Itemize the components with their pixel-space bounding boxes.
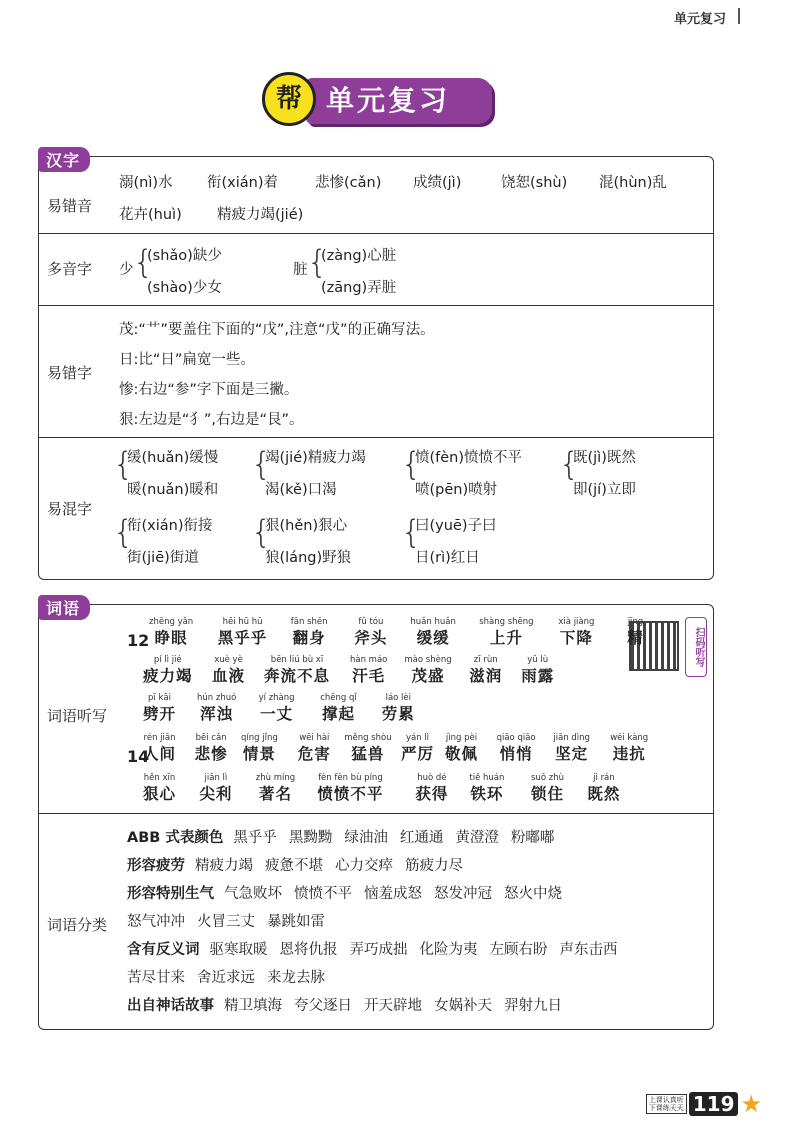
hanzi-word: 危害 [297, 745, 331, 763]
category-line [127, 994, 574, 1015]
category-word: 怒发冲冠 [434, 886, 492, 902]
vocab-word [587, 773, 620, 804]
pinyin: zhù míng [255, 773, 296, 783]
tingxie-label: 词语听写 [47, 707, 108, 725]
header-divider [738, 8, 740, 24]
vocab-word [627, 617, 644, 648]
hanzi-tab: 汉字 [38, 147, 90, 172]
hanzi-word: 睁眼 [154, 629, 188, 647]
pinyin: huǎn huǎn [410, 617, 456, 627]
hanzi-word: 血液 [212, 667, 246, 685]
vocab-word [212, 655, 245, 686]
hanzi-word: 一丈 [260, 705, 294, 723]
category-line [127, 854, 475, 875]
yihun-brace: { [251, 513, 272, 551]
hanzi-word: 悄悄 [499, 745, 533, 763]
vocab-word [521, 655, 554, 686]
hanzi-word: 精 [627, 629, 644, 647]
category-word: 苦尽甘来 [127, 970, 185, 986]
scan-dictation-label[interactable]: 扫码听写 [685, 617, 707, 677]
pinyin: pí lì jié [153, 655, 182, 665]
hanzi-word: 铁环 [470, 785, 504, 803]
shao-brace: { [133, 243, 154, 281]
yihun-item: 狠(hěn)狠心 [265, 518, 348, 534]
hanzi-word: 撑起 [321, 705, 355, 723]
hanzi-word: 疲力竭 [143, 667, 193, 685]
vocab-word [382, 693, 415, 724]
vocab-word [291, 617, 328, 648]
vocab-word [479, 617, 533, 648]
category-line [127, 966, 337, 987]
category-heading: 出自神话故事 [127, 998, 214, 1014]
hanzi-word: 茂盛 [411, 667, 445, 685]
category-word: 开天辟地 [364, 998, 422, 1014]
pinyin: qíng jǐng [241, 733, 278, 743]
yicuoyin-item: 溺(nì)水 [119, 175, 173, 191]
vocab-word [320, 693, 357, 724]
category-word: 恩将仇报 [279, 942, 338, 958]
yicuoyin-label: 易错音 [47, 197, 93, 215]
pinyin: měng shòu [344, 733, 392, 743]
zang-char: 脏 [293, 262, 308, 278]
yihun-label: 易混字 [47, 500, 93, 518]
pinyin: jìng pèi [445, 733, 478, 743]
vocab-word [149, 617, 193, 648]
vocab-word [241, 733, 278, 764]
vocab-word [256, 773, 295, 804]
category-heading: 形容疲劳 [127, 858, 185, 874]
pinyin: hàn máo [350, 655, 388, 665]
vocab-word [410, 617, 455, 648]
pinyin: bēn liú bù xī [270, 655, 324, 665]
category-word: 羿射九日 [504, 998, 562, 1014]
lesson-number: 12 [127, 631, 150, 650]
yihun-brace: { [401, 513, 422, 551]
pinyin: bēi cǎn [195, 733, 227, 743]
vocab-word [531, 773, 564, 804]
yihun-brace: { [113, 445, 134, 483]
pinyin: hěn xīn [143, 773, 176, 783]
category-word: 恼羞成怒 [364, 886, 422, 902]
yihun-item: 街(jiē)街道 [127, 550, 199, 566]
pinyin: yí zhàng [258, 693, 295, 703]
vocab-word [404, 655, 451, 686]
category-word: 绿油油 [344, 830, 388, 846]
vocab-word [143, 655, 193, 686]
yihun-brace: { [113, 513, 134, 551]
vocab-word [558, 617, 594, 648]
category-line [127, 826, 566, 847]
yicuozi-row [39, 305, 713, 438]
pinyin: rén jiān [143, 733, 176, 743]
yihun-item: 日(rì)红日 [415, 550, 480, 566]
yicuozi-line: 惨:右边“参”字下面是三撇。 [119, 382, 299, 398]
vocab-word [354, 617, 387, 648]
yicuoyin-row [39, 157, 713, 233]
pinyin: fǔ tóu [358, 617, 384, 627]
pinyin: tiě huán [469, 773, 505, 783]
pinyin: shàng shēng [479, 617, 534, 627]
pinyin: zī rùn [473, 655, 498, 665]
vocab-word [197, 693, 236, 724]
fenlei-label: 词语分类 [47, 916, 108, 934]
category-word: 女娲补天 [434, 998, 492, 1014]
category-word: 红通通 [399, 830, 444, 846]
vocab-word [497, 733, 536, 764]
hanzi-word: 人间 [143, 745, 177, 763]
page-number: 119 [689, 1092, 739, 1116]
category-word: 暴跳如雷 [267, 914, 325, 930]
category-word: 黑乎乎 [233, 830, 277, 846]
yihun-item: 狼(láng)野狼 [265, 550, 352, 566]
unit-review-banner [258, 70, 498, 128]
hanzi-word: 汗毛 [352, 667, 386, 685]
footer-note [646, 1094, 687, 1114]
category-word: 声东击西 [559, 942, 618, 958]
duoyin-label: 多音字 [47, 260, 93, 278]
hanzi-word: 既然 [587, 785, 621, 803]
page-header-title: 单元复习 [673, 12, 726, 27]
yihun-item: 愤(fèn)愤愤不平 [415, 450, 523, 466]
pinyin: láo lèi [385, 693, 412, 703]
pinyin: mào shèng [404, 655, 452, 665]
category-line [127, 882, 574, 903]
yihun-row [39, 437, 713, 580]
hanzi-word: 猛兽 [351, 745, 385, 763]
yicuoyin-item: 花卉(huì) [119, 207, 182, 223]
duoyin-row [39, 233, 713, 306]
vocab-word [259, 693, 295, 724]
category-word: 心力交瘁 [335, 858, 393, 874]
hanzi-section [38, 151, 714, 580]
pinyin: fèn fèn bù píng [318, 773, 383, 783]
hanzi-word: 劳累 [381, 705, 415, 723]
hanzi-word: 违抗 [612, 745, 646, 763]
pinyin: xuè yè [214, 655, 243, 665]
vocab-word [298, 733, 331, 764]
hanzi-word: 缓缓 [416, 629, 450, 647]
vocab-word [264, 655, 330, 686]
category-heading: 形容特别生气 [127, 886, 214, 902]
yicuoyin-item: 混(hùn)乱 [599, 175, 667, 191]
yicuozi-line: 狠:左边是“犭”,右边是“艮”。 [119, 412, 304, 428]
vocab-word [218, 617, 268, 648]
hanzi-word: 滋润 [469, 667, 503, 685]
zang-brace: { [307, 243, 328, 281]
category-word: 精疲力竭 [195, 858, 253, 874]
pinyin: fān shēn [290, 617, 328, 627]
pinyin: chēng qǐ [320, 693, 357, 703]
category-heading: 含有反义词 [127, 942, 200, 958]
hanzi-word: 著名 [258, 785, 292, 803]
category-word: 来龙去脉 [267, 970, 325, 986]
hanzi-word: 黑乎乎 [217, 629, 268, 647]
lesson-number: 14 [127, 747, 150, 766]
vocab-word [469, 773, 504, 804]
category-line [127, 938, 630, 959]
yihun-brace: { [559, 445, 580, 483]
category-heading: ABB 式表颜色 [127, 830, 224, 846]
category-word: 黑黝黝 [288, 830, 333, 846]
yicuoyin-item: 衔(xián)着 [207, 175, 278, 191]
tingxie-row [39, 605, 713, 813]
pinyin: yǔ lù [527, 655, 549, 665]
vocab-word [143, 773, 176, 804]
hanzi-word: 严厉 [401, 745, 435, 763]
category-word: 怒气冲冲 [127, 914, 185, 930]
shao-char: 少 [119, 262, 134, 278]
zang-reading-2: (zāng)弄脏 [321, 280, 397, 296]
category-word: 气急败坏 [224, 886, 282, 902]
hanzi-word: 雨露 [521, 667, 555, 685]
pinyin: jì rán [593, 773, 615, 783]
zang-reading-1: (zàng)心脏 [321, 248, 397, 264]
hanzi-word: 浑浊 [200, 705, 234, 723]
pinyin: huò dé [417, 773, 447, 783]
category-word: 粉嘟嘟 [510, 830, 555, 846]
pinyin: wēi hài [299, 733, 330, 743]
vocab-word [401, 733, 434, 764]
pinyin: hēi hū hū [222, 617, 263, 627]
pinyin: qiāo qiāo [496, 733, 536, 743]
yihun-item: 衔(xián)衔接 [127, 518, 213, 534]
hanzi-word: 锁住 [531, 785, 565, 803]
vocab-word [610, 733, 648, 764]
yihun-item: 曰(yuē)子曰 [415, 518, 497, 534]
yihun-brace: { [251, 445, 272, 483]
pinyin: jiān lì [204, 773, 228, 783]
yihun-item: 缓(huǎn)缓慢 [127, 450, 219, 466]
yicuoyin-item: 精疲力竭(jié) [217, 207, 304, 223]
hanzi-word: 悲惨 [194, 745, 228, 763]
vocab-word [195, 733, 228, 764]
vocab-word [415, 773, 448, 804]
vocab-word [199, 773, 232, 804]
category-word: 驱寒取暖 [209, 942, 268, 958]
hanzi-word: 获得 [415, 785, 449, 803]
vocab-word [445, 733, 478, 764]
yicuoyin-item: 成绩(jì) [413, 175, 462, 191]
yihun-brace: { [401, 445, 422, 483]
star-icon: ★ [740, 1090, 762, 1118]
shao-reading-1: (shǎo)缺少 [147, 248, 222, 264]
pinyin: hún zhuó [197, 693, 237, 703]
hanzi-word: 下降 [559, 629, 593, 647]
vocab-word [344, 733, 391, 764]
yihun-item: 竭(jié)精疲力竭 [265, 450, 366, 466]
pinyin: wéi kàng [610, 733, 649, 743]
hanzi-word: 情景 [242, 745, 276, 763]
yicuoyin-item: 饶恕(shù) [501, 175, 568, 191]
category-word: 火冒三丈 [197, 914, 255, 930]
ciyu-tab: 词语 [38, 595, 90, 620]
hanzi-word: 敬佩 [445, 745, 479, 763]
page-footer [646, 1090, 762, 1118]
vocab-word [469, 655, 502, 686]
category-word: 化险为夷 [419, 942, 478, 958]
hanzi-word: 狠心 [143, 785, 177, 803]
vocab-word [143, 733, 176, 764]
yicuozi-line: 茂:“艹”要盖住下面的“戊”,注意“戊”的正确写法。 [119, 322, 435, 338]
footer-note-1: 上课认真听 [648, 1096, 684, 1104]
vocab-word [143, 693, 176, 724]
vocab-word [350, 655, 387, 686]
banner-title: 单元复习 [326, 84, 451, 117]
yihun-item: 即(jí)立即 [573, 482, 636, 498]
category-word: 筋疲力尽 [405, 858, 463, 874]
category-word: 夸父逐日 [294, 998, 352, 1014]
pinyin: jiān dìng [553, 733, 590, 743]
yihun-item: 既(jì)既然 [573, 450, 636, 466]
vocab-word [553, 733, 590, 764]
hanzi-word: 斧头 [354, 629, 388, 647]
pinyin: xià jiàng [558, 617, 595, 627]
category-word: 舍近求远 [197, 970, 255, 986]
category-word: 愤愤不平 [294, 886, 352, 902]
banner-badge: 帮 [262, 72, 316, 126]
hanzi-word: 上升 [489, 629, 523, 647]
pinyin: pī kāi [148, 693, 171, 703]
yicuozi-label: 易错字 [47, 364, 93, 382]
yihun-item: 暖(nuǎn)暖和 [127, 482, 219, 498]
yihun-item: 喷(pēn)喷射 [415, 482, 498, 498]
fenlei-row [39, 813, 713, 1030]
pinyin: yán lì [405, 733, 430, 743]
category-word: 怒火中烧 [504, 886, 562, 902]
category-word: 黄澄澄 [455, 830, 499, 846]
footer-note-2: 下课练天天 [648, 1104, 684, 1112]
yihun-item: 渴(kě)口渴 [265, 482, 337, 498]
category-word: 左顾右盼 [489, 942, 548, 958]
category-word: 疲惫不堪 [265, 858, 323, 874]
pinyin: jīng [627, 617, 644, 627]
category-word: 精卫填海 [224, 998, 282, 1014]
yicuoyin-item: 悲惨(cǎn) [315, 175, 382, 191]
category-line [127, 910, 337, 931]
hanzi-word: 翻身 [292, 629, 326, 647]
shao-reading-2: (shào)少女 [147, 280, 222, 296]
hanzi-word: 坚定 [555, 745, 589, 763]
ciyu-section [38, 599, 714, 1030]
pinyin: zhēng yǎn [149, 617, 194, 627]
category-word: 弄巧成拙 [349, 942, 408, 958]
yicuozi-line: 日:比“日”扁宽一些。 [119, 352, 255, 368]
hanzi-word: 愤愤不平 [317, 785, 384, 803]
vocab-word [317, 773, 383, 804]
hanzi-word: 尖利 [199, 785, 233, 803]
pinyin: suǒ zhù [531, 773, 564, 783]
hanzi-word: 奔流不息 [264, 667, 331, 685]
hanzi-word: 劈开 [143, 705, 177, 723]
